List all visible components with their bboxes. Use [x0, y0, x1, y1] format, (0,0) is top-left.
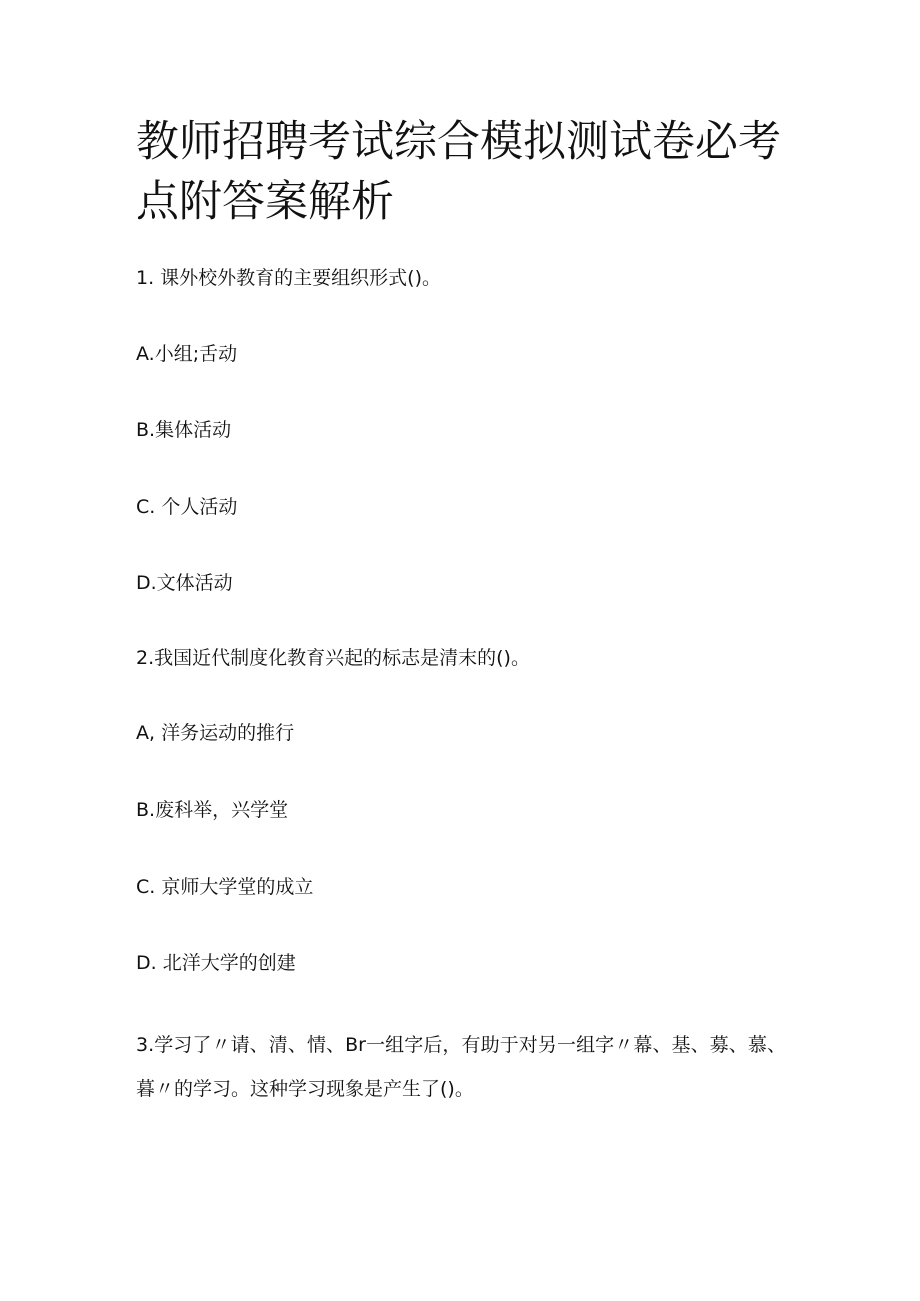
document-title: 教师招聘考试综合模拟测试卷必考点附答案解析 — [136, 117, 781, 227]
question-2-option-b: B.废科举，兴学堂 — [136, 799, 289, 821]
question-2-option-d: D. 北洋大学的创建 — [136, 952, 296, 974]
question-2-option-c: C. 京师大学堂的成立 — [136, 876, 314, 898]
question-2-stem: 2.我国近代制度化教育兴起的标志是清末的()。 — [136, 647, 530, 669]
question-3-stem: 3.学习了〃请、清、情、Br一组字后，有助于对另一组字〃幕、基、募、慕、暮〃的学习。这种学习现象是产生了()。 — [136, 1034, 786, 1100]
question-1-stem: 1. 课外校外教育的主要组织形式()。 — [136, 267, 441, 289]
question-1-option-d: D.文体活动 — [136, 572, 233, 594]
question-1-option-b: B.集体活动 — [136, 419, 232, 441]
question-2-option-a: A, 洋务运动的推行 — [136, 722, 295, 744]
question-1-option-c: C. 个人活动 — [136, 496, 238, 518]
question-1-option-a: A.小组;舌动 — [136, 343, 238, 365]
